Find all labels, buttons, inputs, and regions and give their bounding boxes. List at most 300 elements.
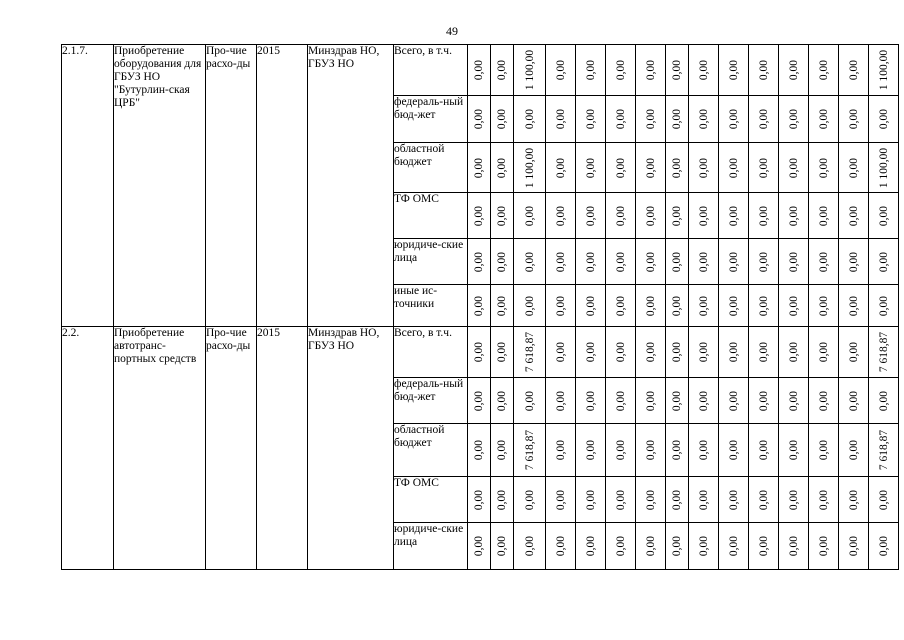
value-text: 0,00: [496, 205, 508, 226]
value-text: 0,00: [496, 390, 508, 411]
value-text: 0,00: [523, 390, 536, 411]
value-text: 0,00: [473, 535, 485, 557]
value-text: 0,00: [644, 535, 657, 557]
value-text: 0,00: [554, 295, 567, 316]
value-cell: [689, 193, 719, 239]
value-cell: [514, 327, 546, 378]
value-text: 0,00: [847, 390, 860, 411]
value-text: 0,00: [554, 251, 567, 272]
value-text: 0,00: [614, 59, 627, 81]
value-text: 1 100,00: [523, 49, 536, 91]
expense-category: Про-чие расхо-ды: [206, 327, 257, 570]
value-text: 0,00: [877, 535, 890, 557]
value-cell: [779, 96, 809, 143]
value-text: 0,00: [554, 439, 567, 461]
value-text: 0,00: [523, 295, 536, 316]
value-cell: [779, 45, 809, 96]
value-text: 0,00: [697, 251, 710, 272]
value-text: 0,00: [877, 390, 890, 411]
value-text: 0,00: [757, 390, 770, 411]
value-cell: [606, 477, 636, 523]
value-text: 0,00: [817, 390, 830, 411]
value-cell: [839, 378, 869, 424]
value-text: 0,00: [847, 535, 860, 557]
value-cell: [636, 327, 666, 378]
value-cell: [689, 239, 719, 285]
value-cell: [719, 327, 749, 378]
funding-source: иные ис-точники: [394, 285, 468, 327]
value-cell: [666, 96, 689, 143]
value-text: 0,00: [877, 108, 890, 130]
value-text: 0,00: [644, 59, 657, 81]
value-cell: [869, 193, 899, 239]
value-text: 0,00: [727, 535, 740, 557]
value-text: 0,00: [523, 535, 536, 557]
value-cell: [468, 193, 491, 239]
value-text: 1 100,00: [877, 49, 890, 91]
item-year: 2015: [257, 327, 308, 570]
value-text: 0,00: [614, 390, 627, 411]
value-cell: [468, 327, 491, 378]
value-cell: [749, 477, 779, 523]
value-cell: [839, 285, 869, 327]
value-text: 0,00: [473, 295, 485, 316]
value-cell: [809, 378, 839, 424]
value-text: 0,00: [727, 390, 740, 411]
value-cell: [779, 523, 809, 570]
value-cell: [546, 285, 576, 327]
value-text: 0,00: [847, 295, 860, 316]
value-text: 0,00: [727, 108, 740, 130]
value-text: 0,00: [644, 251, 657, 272]
value-text: 0,00: [671, 489, 683, 510]
value-text: 0,00: [787, 341, 800, 363]
value-text: 0,00: [817, 108, 830, 130]
value-cell: [468, 424, 491, 477]
value-text: 0,00: [757, 108, 770, 130]
value-text: 0,00: [877, 489, 890, 510]
value-cell: [606, 143, 636, 193]
value-text: 0,00: [727, 205, 740, 226]
value-cell: [839, 193, 869, 239]
value-text: 0,00: [727, 341, 740, 363]
value-text: 0,00: [496, 157, 508, 178]
value-cell: [514, 193, 546, 239]
value-cell: [514, 424, 546, 477]
value-text: 0,00: [671, 390, 683, 411]
funding-source: федераль-ный бюд-жет: [394, 378, 468, 424]
value-text: 0,00: [697, 535, 710, 557]
value-text: 0,00: [644, 108, 657, 130]
funding-source: Всего, в т.ч.: [394, 327, 468, 378]
value-text: 0,00: [757, 251, 770, 272]
value-cell: [606, 285, 636, 327]
value-cell: [576, 523, 606, 570]
value-text: 0,00: [877, 295, 890, 316]
funding-source: Всего, в т.ч.: [394, 45, 468, 96]
value-text: 0,00: [787, 157, 800, 178]
value-text: 0,00: [473, 205, 485, 226]
value-text: 0,00: [671, 205, 683, 226]
page-number: 49: [446, 24, 458, 38]
table-row: [62, 45, 899, 96]
value-text: 0,00: [877, 205, 890, 226]
value-cell: [491, 45, 514, 96]
value-cell: [468, 143, 491, 193]
value-text: 0,00: [697, 295, 710, 316]
value-cell: [779, 143, 809, 193]
value-text: 0,00: [757, 205, 770, 226]
value-text: 1 100,00: [877, 147, 890, 188]
value-cell: [514, 285, 546, 327]
value-text: 0,00: [877, 251, 890, 272]
value-text: 0,00: [817, 535, 830, 557]
value-text: 0,00: [473, 251, 485, 272]
value-text: 0,00: [847, 205, 860, 226]
item-year: 2015: [257, 45, 308, 327]
value-cell: [869, 477, 899, 523]
value-text: 0,00: [554, 489, 567, 510]
value-cell: [779, 424, 809, 477]
value-cell: [809, 477, 839, 523]
value-text: 0,00: [614, 295, 627, 316]
value-cell: [491, 96, 514, 143]
value-cell: [576, 378, 606, 424]
value-text: 0,00: [473, 439, 485, 461]
value-text: 0,00: [757, 535, 770, 557]
value-cell: [666, 523, 689, 570]
value-text: 0,00: [787, 390, 800, 411]
value-text: 0,00: [787, 489, 800, 510]
value-text: 0,00: [697, 59, 710, 81]
value-cell: [546, 96, 576, 143]
value-cell: [869, 45, 899, 96]
value-cell: [636, 477, 666, 523]
value-text: 0,00: [584, 205, 597, 226]
value-text: 0,00: [817, 341, 830, 363]
value-text: 0,00: [727, 489, 740, 510]
value-text: 0,00: [697, 157, 710, 178]
value-text: 0,00: [697, 390, 710, 411]
value-cell: [546, 239, 576, 285]
value-text: 0,00: [787, 108, 800, 130]
value-cell: [689, 143, 719, 193]
value-text: 0,00: [584, 157, 597, 178]
value-cell: [514, 523, 546, 570]
value-cell: [546, 45, 576, 96]
value-cell: [576, 285, 606, 327]
value-text: 0,00: [614, 157, 627, 178]
value-text: 0,00: [757, 295, 770, 316]
value-cell: [636, 96, 666, 143]
value-text: 0,00: [671, 341, 683, 363]
value-cell: [689, 424, 719, 477]
value-cell: [576, 45, 606, 96]
value-text: 0,00: [614, 251, 627, 272]
value-text: 0,00: [496, 439, 508, 461]
value-text: 0,00: [584, 108, 597, 130]
value-cell: [779, 239, 809, 285]
funding-source: ТФ ОМС: [394, 477, 468, 523]
value-text: 0,00: [584, 390, 597, 411]
value-text: 0,00: [671, 157, 683, 178]
value-text: 0,00: [584, 341, 597, 363]
value-cell: [869, 378, 899, 424]
value-text: 0,00: [614, 341, 627, 363]
value-text: 0,00: [644, 390, 657, 411]
value-text: 0,00: [496, 489, 508, 510]
value-cell: [636, 193, 666, 239]
value-text: 0,00: [554, 59, 567, 81]
value-text: 0,00: [787, 205, 800, 226]
table-row: [62, 327, 899, 378]
value-text: 0,00: [817, 295, 830, 316]
value-text: 0,00: [496, 295, 508, 316]
value-cell: [546, 143, 576, 193]
value-text: 0,00: [817, 489, 830, 510]
value-text: 0,00: [817, 157, 830, 178]
value-cell: [719, 239, 749, 285]
value-cell: [606, 523, 636, 570]
value-text: 0,00: [473, 341, 485, 363]
value-cell: [689, 327, 719, 378]
value-cell: [576, 193, 606, 239]
value-text: 0,00: [496, 59, 508, 81]
value-cell: [839, 96, 869, 143]
value-cell: [839, 477, 869, 523]
value-cell: [491, 143, 514, 193]
value-text: 0,00: [644, 205, 657, 226]
value-cell: [636, 285, 666, 327]
value-cell: [666, 327, 689, 378]
value-cell: [636, 239, 666, 285]
value-text: 0,00: [787, 295, 800, 316]
value-cell: [546, 523, 576, 570]
value-cell: [809, 239, 839, 285]
value-text: 0,00: [757, 489, 770, 510]
value-text: 7 618,87: [523, 331, 536, 373]
value-text: 0,00: [671, 59, 683, 81]
value-cell: [576, 143, 606, 193]
value-text: 0,00: [473, 59, 485, 81]
value-text: 0,00: [847, 157, 860, 178]
value-cell: [809, 327, 839, 378]
value-text: 0,00: [554, 205, 567, 226]
value-text: 0,00: [697, 439, 710, 461]
value-cell: [666, 45, 689, 96]
value-text: 0,00: [614, 489, 627, 510]
value-text: 0,00: [787, 251, 800, 272]
value-text: 0,00: [554, 390, 567, 411]
value-cell: [779, 193, 809, 239]
value-text: 0,00: [496, 341, 508, 363]
value-text: 0,00: [584, 489, 597, 510]
value-cell: [809, 96, 839, 143]
value-cell: [514, 239, 546, 285]
value-text: 0,00: [584, 439, 597, 461]
value-cell: [666, 477, 689, 523]
value-cell: [576, 327, 606, 378]
value-cell: [468, 477, 491, 523]
value-text: 0,00: [496, 108, 508, 130]
value-text: 0,00: [757, 439, 770, 461]
value-cell: [606, 239, 636, 285]
value-cell: [546, 193, 576, 239]
value-text: 0,00: [614, 108, 627, 130]
value-cell: [689, 285, 719, 327]
value-cell: [689, 96, 719, 143]
value-cell: [606, 424, 636, 477]
value-text: 0,00: [671, 295, 683, 316]
value-text: 0,00: [847, 489, 860, 510]
value-text: 0,00: [847, 341, 860, 363]
value-text: 0,00: [671, 108, 683, 130]
value-cell: [606, 327, 636, 378]
value-cell: [468, 96, 491, 143]
item-name: Приобретение оборудования для ГБУЗ НО "Бутурлин-ская ЦРБ": [114, 45, 206, 327]
value-text: 0,00: [523, 108, 536, 130]
value-cell: [779, 477, 809, 523]
value-cell: [869, 96, 899, 143]
value-text: 7 618,87: [523, 429, 536, 471]
value-cell: [719, 424, 749, 477]
funding-source: областной бюджет: [394, 424, 468, 477]
value-text: 0,00: [523, 251, 536, 272]
budget-table: [61, 44, 899, 570]
value-cell: [809, 523, 839, 570]
value-text: 0,00: [697, 341, 710, 363]
value-cell: [636, 424, 666, 477]
value-cell: [749, 45, 779, 96]
value-cell: [636, 143, 666, 193]
value-cell: [468, 378, 491, 424]
funding-source: юридиче-ские лица: [394, 239, 468, 285]
value-text: 0,00: [584, 535, 597, 557]
value-cell: [636, 378, 666, 424]
value-text: 0,00: [473, 157, 485, 178]
value-text: 0,00: [847, 108, 860, 130]
item-executor: Минздрав НО, ГБУЗ НО: [308, 45, 394, 327]
value-cell: [719, 45, 749, 96]
value-text: 0,00: [727, 59, 740, 81]
value-cell: [666, 143, 689, 193]
value-text: 0,00: [727, 439, 740, 461]
value-text: 0,00: [817, 205, 830, 226]
value-text: 0,00: [644, 295, 657, 316]
value-cell: [719, 193, 749, 239]
value-cell: [809, 45, 839, 96]
value-text: 0,00: [671, 251, 683, 272]
value-cell: [839, 45, 869, 96]
value-cell: [468, 523, 491, 570]
item-code: 2.2.: [62, 327, 114, 570]
value-cell: [636, 523, 666, 570]
value-text: 0,00: [614, 205, 627, 226]
value-cell: [719, 523, 749, 570]
value-cell: [546, 327, 576, 378]
value-text: 0,00: [847, 59, 860, 81]
value-text: 0,00: [817, 59, 830, 81]
value-cell: [491, 285, 514, 327]
value-text: 0,00: [727, 157, 740, 178]
value-text: 0,00: [496, 251, 508, 272]
value-cell: [514, 378, 546, 424]
value-text: 0,00: [787, 439, 800, 461]
value-cell: [546, 378, 576, 424]
value-cell: [809, 285, 839, 327]
value-cell: [719, 285, 749, 327]
value-text: 0,00: [757, 59, 770, 81]
value-cell: [666, 378, 689, 424]
value-cell: [689, 523, 719, 570]
value-cell: [491, 193, 514, 239]
value-cell: [749, 143, 779, 193]
value-cell: [719, 378, 749, 424]
value-text: 0,00: [554, 157, 567, 178]
value-text: 0,00: [697, 108, 710, 130]
value-text: 7 618,87: [877, 429, 890, 471]
value-text: 0,00: [554, 341, 567, 363]
value-text: 0,00: [584, 251, 597, 272]
value-cell: [468, 285, 491, 327]
value-text: 0,00: [644, 439, 657, 461]
value-text: 0,00: [727, 251, 740, 272]
value-text: 0,00: [523, 489, 536, 510]
value-cell: [749, 327, 779, 378]
value-cell: [749, 424, 779, 477]
value-text: 0,00: [554, 535, 567, 557]
value-cell: [491, 523, 514, 570]
value-cell: [689, 477, 719, 523]
value-text: 0,00: [473, 489, 485, 510]
value-cell: [514, 45, 546, 96]
value-cell: [869, 239, 899, 285]
value-cell: [779, 378, 809, 424]
value-text: 1 100,00: [523, 147, 536, 188]
value-text: 0,00: [496, 535, 508, 557]
value-cell: [491, 239, 514, 285]
value-cell: [749, 193, 779, 239]
value-text: 0,00: [554, 108, 567, 130]
value-cell: [869, 327, 899, 378]
item-executor: Минздрав НО, ГБУЗ НО: [308, 327, 394, 570]
value-cell: [468, 45, 491, 96]
funding-source: ТФ ОМС: [394, 193, 468, 239]
value-text: 0,00: [787, 59, 800, 81]
value-cell: [749, 378, 779, 424]
value-cell: [491, 378, 514, 424]
value-text: 0,00: [671, 439, 683, 461]
value-text: 0,00: [644, 157, 657, 178]
value-text: 0,00: [697, 489, 710, 510]
value-text: 0,00: [787, 535, 800, 557]
value-cell: [468, 239, 491, 285]
value-cell: [666, 239, 689, 285]
value-cell: [576, 424, 606, 477]
value-cell: [491, 424, 514, 477]
value-cell: [514, 477, 546, 523]
value-cell: [576, 96, 606, 143]
value-text: 0,00: [847, 251, 860, 272]
value-cell: [869, 424, 899, 477]
value-cell: [491, 477, 514, 523]
value-text: 0,00: [697, 205, 710, 226]
expense-category: Про-чие расхо-ды: [206, 45, 257, 327]
value-text: 0,00: [584, 295, 597, 316]
funding-source: областной бюджет: [394, 143, 468, 193]
value-cell: [839, 143, 869, 193]
value-cell: [749, 523, 779, 570]
